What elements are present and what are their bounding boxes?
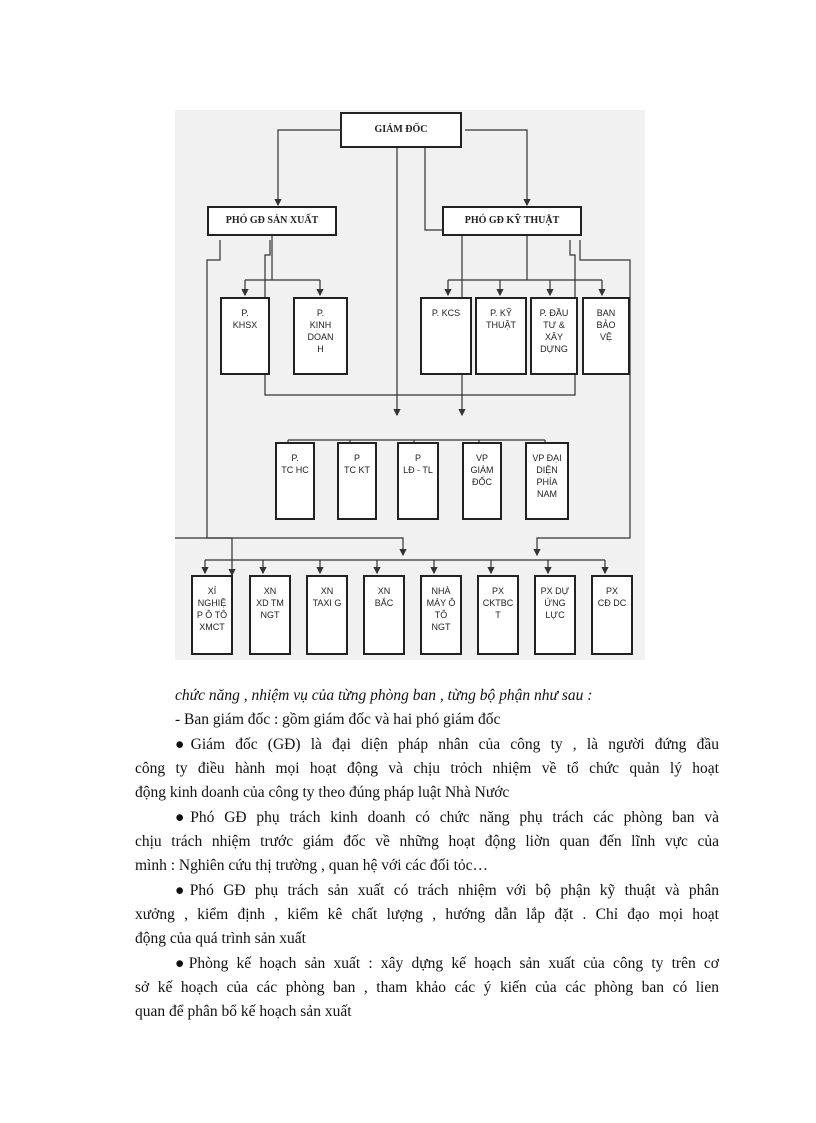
box-dept-kcs: P. KCS [420,297,472,375]
box-dept-kinh-doanh: P. KINH DOAN H [293,297,348,375]
box-dept-tc-hc: P. TC HC [275,442,315,520]
box-px-du-ung-luc: PX DỰ ỨNG LỰC [534,575,576,655]
box-xn-xdtm: XN XD TM NGT [249,575,291,655]
paragraph-deputy-business [135,806,719,878]
paragraph-line: quan để phân bổ kế hoạch sản xuất [135,1003,352,1020]
box-xn-xmct: XÍ NGHIỆ P Ô TÔ XMCT [191,575,233,655]
box-px-cktbct: PX CKTBC T [477,575,519,655]
paragraph-planning-dept [135,952,719,1024]
paragraph-line: ●Phó GĐ phụ trách sản xuất có trách nhiệm với bộ phận kỹ thuật và phân [175,882,719,899]
box-dept-dau-tu: P. ĐẦU TƯ & XÂY DỰNG [530,297,578,375]
box-vp-dai-dien: VP ĐẠI DIỆN PHÍA NAM [525,442,569,520]
box-deputy-production: PHÓ GĐ SẢN XUẤT [207,206,337,236]
box-px-cd-dc: PX CĐ DC [591,575,633,655]
section-heading: chức năng , nhiệm vụ của từng phòng ban , từng bộ phận như sau : [175,687,593,704]
org-chart [175,110,645,660]
box-xn-bac: XN BẮC [363,575,405,655]
paragraph-deputy-production [135,879,719,951]
box-dept-bao-ve: BAN BẢO VỆ [582,297,630,375]
box-xn-taxi: XN TAXI G [306,575,348,655]
box-dept-khsx: P. KHSX [220,297,270,375]
box-deputy-technical: PHÓ GĐ KỸ THUẬT [442,206,582,236]
bullet-icon: ● [175,882,190,899]
box-dept-ky-thuat: P. KỸ THUẬT [475,297,527,375]
bullet-icon: ● [175,736,191,753]
bullet-icon: ● [175,955,189,972]
paragraph-line: động của quá trình sản xuất [135,930,306,947]
bullet-icon: ● [175,809,191,826]
paragraph-line: ●Giám đốc (GĐ) là đại diện pháp nhân của công ty , là người đứng đầu [175,736,719,753]
paragraph-line: chịu trách nhiệm trước giám đốc về những hoạt động liờn quan đến lĩnh vực của [135,833,719,850]
paragraph-line: sở kế hoạch của các phòng ban , tham khảo các ý kiến của các phòng ban có lien [135,979,719,996]
box-vp-giam-doc: VP GIÁM ĐỐC [462,442,502,520]
box-director: GIÁM ĐỐC [340,112,462,148]
box-dept-tc-kt: P TC KT [337,442,377,520]
paragraph-line: xưởng , kiểm định , kiểm kê chất lượng , hướng dẫn lắp đặt . Chỉ đạo mọi hoạt [135,906,719,923]
paragraph-line: mình : Nghiên cứu thị trường , quan hệ với các đối tỏc… [135,857,489,874]
intro-line: - Ban giám đốc : gồm giám đốc và hai phó giám đốc [175,711,501,728]
paragraph-line: công ty điều hành mọi hoạt động và chịu trỏch nhiệm về tổ chức quản lý hoạt [135,760,719,777]
box-dept-ld-tl: P LĐ - TL [397,442,439,520]
paragraph-line: động kinh doanh của công ty theo đúng pháp luật Nhà Nước [135,784,510,801]
paragraph-line: ●Phòng kế hoạch sản xuất : xây dựng kế hoạch sản xuất của công ty trên cơ [175,955,719,972]
paragraph-director [135,733,719,805]
paragraph-line: ●Phó GĐ phụ trách kinh doanh có chức năng phụ trách các phòng ban và [175,809,719,826]
box-nha-may-oto: NHÀ MÁY Ô TÔ NGT [420,575,462,655]
